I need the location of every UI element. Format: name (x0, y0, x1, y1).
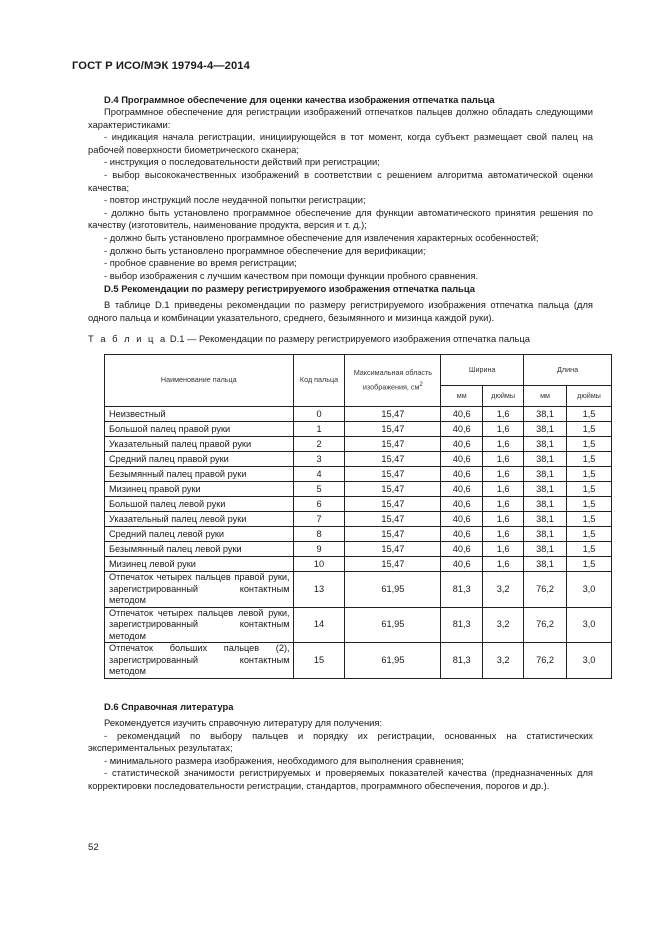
header-finger-name: Наименование пальца (105, 355, 294, 407)
width-inches-cell: 1,6 (483, 497, 524, 512)
table-caption (88, 333, 530, 346)
list-item: - выбор изображения с лучшим качеством при помощи функции пробного сравнения. (104, 269, 479, 281)
max-area-cell: 15,47 (345, 482, 441, 497)
document-header: ГОСТ Р ИСО/МЭК 19794-4—2014 (72, 60, 250, 72)
length-mm-cell: 76,2 (524, 607, 567, 643)
table-row (105, 512, 612, 527)
table-row (105, 437, 612, 452)
finger-name-cell: Неизвестный (105, 407, 294, 422)
finger-code-cell: 6 (293, 497, 345, 512)
header-width: Ширина (441, 355, 524, 386)
width-mm-cell: 40,6 (441, 497, 483, 512)
table-row (105, 497, 612, 512)
width-inches-cell: 1,6 (483, 512, 524, 527)
header-length-mm: мм (524, 386, 567, 407)
length-inches-cell: 3,0 (567, 572, 612, 608)
table-row (105, 542, 612, 557)
header-width-mm: мм (441, 386, 483, 407)
section-d6-body (88, 717, 593, 793)
width-mm-cell: 40,6 (441, 407, 483, 422)
table-row (105, 407, 612, 422)
finger-name-cell: Мизинец правой руки (105, 482, 294, 497)
table-row (105, 643, 612, 679)
width-mm-cell: 81,3 (441, 607, 483, 643)
length-mm-cell: 38,1 (524, 542, 567, 557)
table-row (105, 607, 612, 643)
max-area-cell: 61,95 (345, 643, 441, 679)
length-mm-cell: 38,1 (524, 482, 567, 497)
header-width-inches: дюймы (483, 386, 524, 407)
list-item: - пробное сравнение во время регистрации; (104, 257, 297, 269)
length-inches-cell: 1,5 (567, 527, 612, 542)
length-mm-cell: 38,1 (524, 437, 567, 452)
table-row (105, 527, 612, 542)
length-inches-cell: 1,5 (567, 467, 612, 482)
finger-name-cell: Отпечаток четырех пальцев правой руки, зарегистрированный контактным методом (105, 572, 294, 608)
table-row (105, 572, 612, 608)
length-mm-cell: 38,1 (524, 467, 567, 482)
length-inches-cell: 1,5 (567, 482, 612, 497)
header-max-area-sup: 2 (419, 382, 423, 389)
section-d4-body (88, 106, 593, 282)
width-mm-cell: 40,6 (441, 512, 483, 527)
finger-code-cell: 1 (293, 422, 345, 437)
section-d6-title: D.6 Справочная литература (104, 701, 234, 712)
width-mm-cell: 40,6 (441, 422, 483, 437)
length-inches-cell: 1,5 (567, 512, 612, 527)
length-mm-cell: 38,1 (524, 497, 567, 512)
finger-name-cell: Средний палец правой руки (105, 452, 294, 467)
length-mm-cell: 38,1 (524, 422, 567, 437)
list-item: - должно быть установлено программное обеспечение для извлечения характерных особенностей; (104, 231, 539, 243)
finger-name-cell: Отпечаток четырех пальцев левой руки, зарегистрированный контактным методом (105, 607, 294, 643)
finger-code-cell: 10 (293, 557, 345, 572)
length-inches-cell: 1,5 (567, 542, 612, 557)
header-max-area-text: Максимальная область изображения, см (353, 367, 432, 392)
width-inches-cell: 1,6 (483, 557, 524, 572)
width-inches-cell: 1,6 (483, 452, 524, 467)
finger-code-cell: 7 (293, 512, 345, 527)
finger-name-cell: Указательный палец левой руки (105, 512, 294, 527)
finger-name-cell: Безымянный палец правой руки (105, 467, 294, 482)
header-length: Длина (524, 355, 612, 386)
width-inches-cell: 1,6 (483, 467, 524, 482)
length-inches-cell: 1,5 (567, 497, 612, 512)
header-length-inches: дюймы (567, 386, 612, 407)
length-mm-cell: 76,2 (524, 643, 567, 679)
max-area-cell: 15,47 (345, 422, 441, 437)
length-inches-cell: 1,5 (567, 557, 612, 572)
length-inches-cell: 1,5 (567, 422, 612, 437)
list-item: - должно быть установлено программное обеспечение для функции автоматического принятия решения по качеству (изготовитель, наименование продукта, версия и т. д.); (88, 206, 593, 231)
width-mm-cell: 40,6 (441, 557, 483, 572)
length-mm-cell: 76,2 (524, 572, 567, 608)
width-mm-cell: 40,6 (441, 542, 483, 557)
width-inches-cell: 1,6 (483, 422, 524, 437)
section-d5-body (88, 299, 593, 324)
finger-name-cell: Безымянный палец левой руки (105, 542, 294, 557)
finger-code-cell: 13 (293, 572, 345, 608)
list-item: - должно быть установлено программное обеспечение для верификации; (104, 244, 426, 256)
length-inches-cell: 3,0 (567, 607, 612, 643)
max-area-cell: 61,95 (345, 607, 441, 643)
width-mm-cell: 40,6 (441, 452, 483, 467)
table-row (105, 422, 612, 437)
finger-name-cell: Большой палец левой руки (105, 497, 294, 512)
max-area-cell: 15,47 (345, 497, 441, 512)
header-max-area (345, 355, 441, 407)
max-area-cell: 15,47 (345, 467, 441, 482)
max-area-cell: 15,47 (345, 557, 441, 572)
table-row (105, 557, 612, 572)
max-area-cell: 15,47 (345, 437, 441, 452)
finger-code-cell: 0 (293, 407, 345, 422)
table-caption-label: Т а б л и ц а (88, 333, 168, 344)
width-inches-cell: 3,2 (483, 643, 524, 679)
finger-code-cell: 9 (293, 542, 345, 557)
finger-code-cell: 4 (293, 467, 345, 482)
list-item: - индикация начала регистрации, инициирующейся в тот момент, когда субъект размещает свой палец на рабочей поверхности биометрического сканера; (88, 131, 593, 155)
page-number: 52 (88, 842, 99, 853)
finger-code-cell: 3 (293, 452, 345, 467)
length-mm-cell: 38,1 (524, 527, 567, 542)
list-item: - минимального размера изображения, необходимого для выполнения сравнения; (104, 754, 464, 766)
section-d4-title: D.4 Программное обеспечение для оценки качества изображения отпечатка пальца (104, 94, 495, 105)
list-item: - повтор инструкций после неудачной попытки регистрации; (104, 194, 366, 206)
finger-name-cell: Отпечаток больших пальцев (2), зарегистрированный контактным методом (105, 643, 294, 679)
length-inches-cell: 3,0 (567, 643, 612, 679)
finger-code-cell: 2 (293, 437, 345, 452)
finger-name-cell: Средний палец левой руки (105, 527, 294, 542)
finger-code-cell: 15 (293, 643, 345, 679)
finger-name-cell: Большой палец правой руки (105, 422, 294, 437)
width-mm-cell: 40,6 (441, 437, 483, 452)
width-mm-cell: 81,3 (441, 643, 483, 679)
width-inches-cell: 1,6 (483, 482, 524, 497)
width-inches-cell: 1,6 (483, 542, 524, 557)
max-area-cell: 15,47 (345, 527, 441, 542)
length-mm-cell: 38,1 (524, 512, 567, 527)
length-mm-cell: 38,1 (524, 557, 567, 572)
width-inches-cell: 3,2 (483, 572, 524, 608)
max-area-cell: 15,47 (345, 452, 441, 467)
finger-name-cell: Указательный палец правой руки (105, 437, 294, 452)
length-mm-cell: 38,1 (524, 452, 567, 467)
section-d5-title: D.5 Рекомендации по размеру регистрируемого изображения отпечатка пальца (104, 283, 475, 294)
paragraph: Рекомендуется изучить справочную литературу для получения: (104, 717, 383, 728)
header-finger-code: Код пальца (293, 355, 345, 407)
finger-code-cell: 5 (293, 482, 345, 497)
width-inches-cell: 3,2 (483, 607, 524, 643)
list-item: - статистической значимости регистрируемых и проверяемых показателей качества (предназначенных для корректировки последовательности регистрации, стандартов, программного обеспечения, порогов и др.). (88, 767, 593, 791)
length-inches-cell: 1,5 (567, 407, 612, 422)
table-caption-text: D.1 — Рекомендации по размеру регистрируемого изображения отпечатка пальца (167, 333, 530, 344)
paragraph: В таблице D.1 приведены рекомендации по размеру регистрируемого изображения отпечатка пальца (для одного пальца и комбинации указательного, среднего, безымянного и мизинца каждой руки). (88, 299, 593, 323)
finger-code-cell: 14 (293, 607, 345, 643)
table-row (105, 482, 612, 497)
length-inches-cell: 1,5 (567, 437, 612, 452)
finger-code-cell: 8 (293, 527, 345, 542)
paragraph: Программное обеспечение для регистрации изображений отпечатков пальцев должно обладать следующими характеристиками: (88, 106, 593, 130)
width-mm-cell: 40,6 (441, 482, 483, 497)
width-mm-cell: 40,6 (441, 467, 483, 482)
list-item: - инструкция о последовательности действий при регистрации; (104, 156, 380, 168)
table-row (105, 452, 612, 467)
finger-name-cell: Мизинец левой руки (105, 557, 294, 572)
width-mm-cell: 40,6 (441, 527, 483, 542)
list-item: - выбор высококачественных изображений в соответствии с решением алгоритма автоматической оценки качества; (88, 168, 593, 193)
finger-size-table (104, 354, 612, 679)
list-item: - рекомендаций по выбору пальцев и порядку их регистрации, основанных на статистических экспериментальных результатах; (88, 729, 593, 754)
length-inches-cell: 1,5 (567, 452, 612, 467)
width-inches-cell: 1,6 (483, 407, 524, 422)
max-area-cell: 15,47 (345, 407, 441, 422)
max-area-cell: 61,95 (345, 572, 441, 608)
width-mm-cell: 81,3 (441, 572, 483, 608)
max-area-cell: 15,47 (345, 512, 441, 527)
table-row (105, 467, 612, 482)
length-mm-cell: 38,1 (524, 407, 567, 422)
width-inches-cell: 1,6 (483, 437, 524, 452)
max-area-cell: 15,47 (345, 542, 441, 557)
width-inches-cell: 1,6 (483, 527, 524, 542)
